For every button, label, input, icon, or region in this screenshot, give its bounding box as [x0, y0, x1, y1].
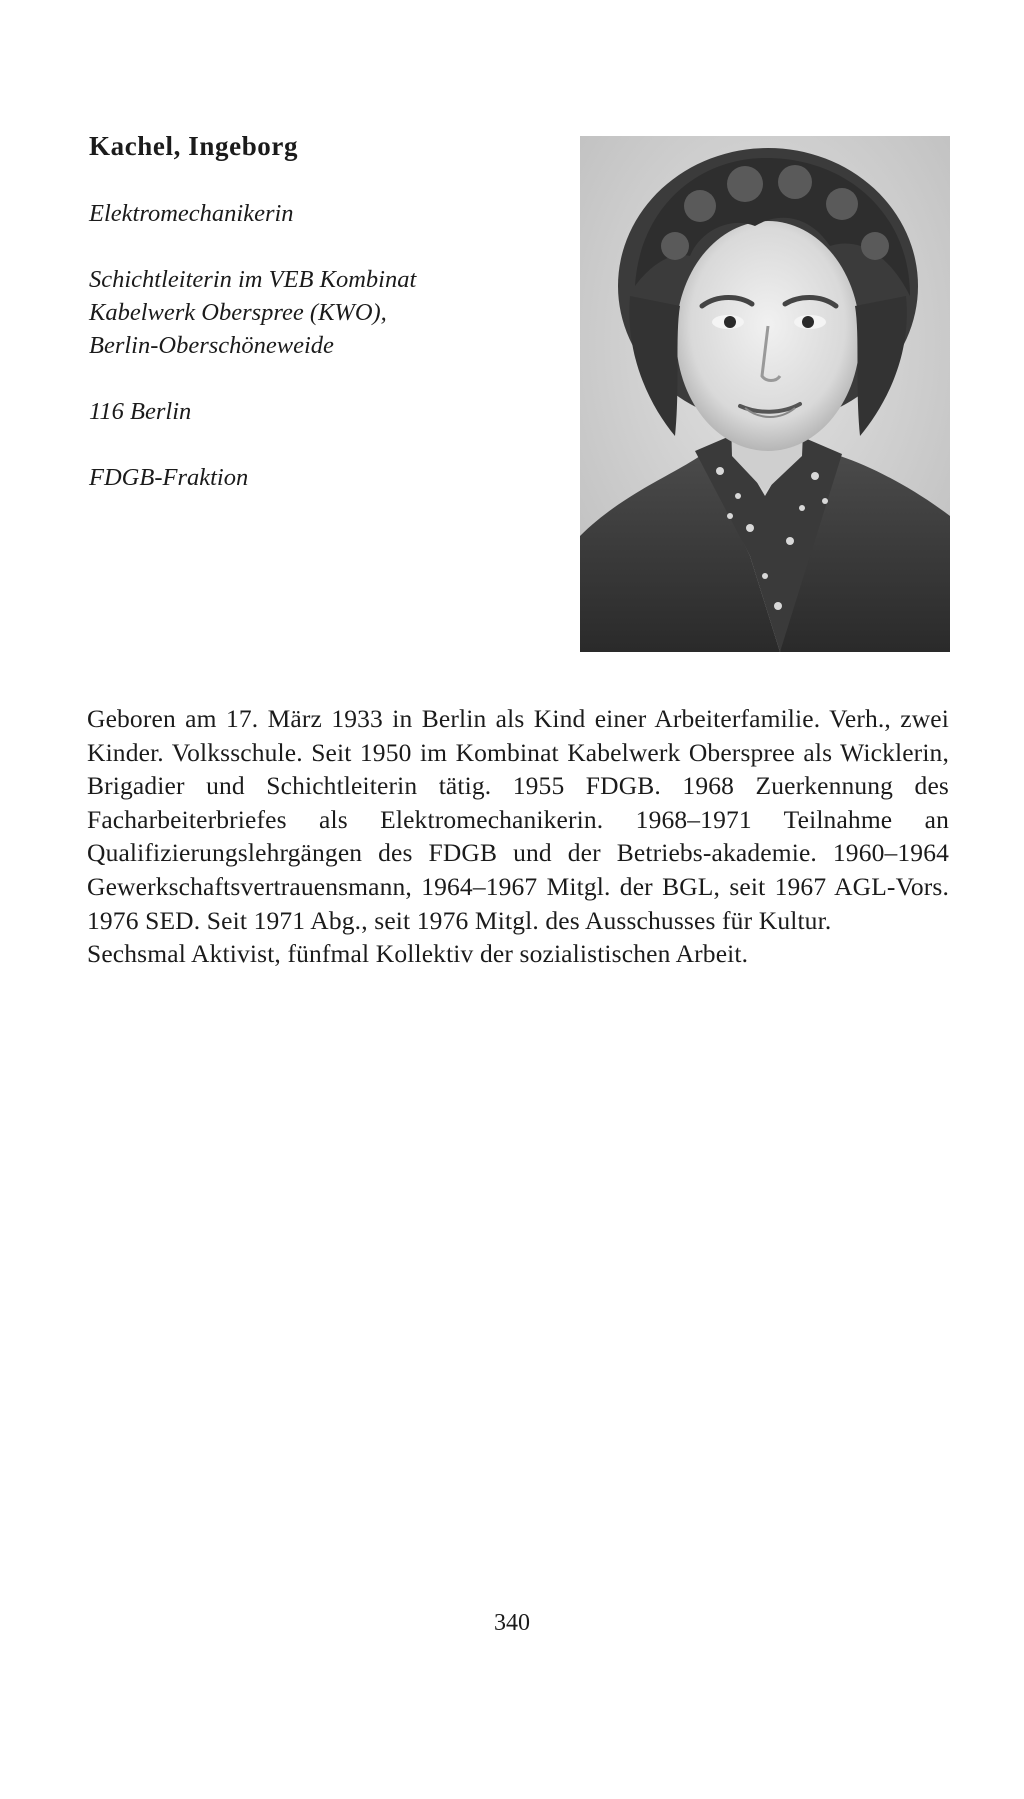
biography-paragraph: Geboren am 17. März 1933 in Berlin als Kind einer Arbeiterfamilie. Verh., zwei Kinder. Volksschule. Seit 1950 im Kombinat Kabelwerk Oberspree als Wicklerin, Brigadier und Schichtleiterin tätig. 1955 FDGB. 1968 Zuerkennung des Facharbeiterbriefes als Elektromechanikerin. 1968–1971 Teilnahme an Qualifizierungslehrgängen des FDGB und der Betriebs-akademie. 1960–1964 Gewerkschaftsvertrauensmann, 1964–1967 Mitgl. der BGL, seit 1967 AGL-Vors. 1976 SED. Seit 1971 Abg., seit 1976 Mitgl. des Ausschusses für Kultur. — [87, 704, 949, 935]
person-details — [89, 197, 569, 494]
biography — [87, 702, 949, 971]
position-line-2: Kabelwerk Oberspree (KWO), — [89, 299, 387, 326]
constituency: 116 Berlin — [89, 398, 192, 425]
faction: FDGB-Fraktion — [89, 464, 249, 491]
position-line-1: Schichtleiterin im VEB Kombinat — [89, 266, 417, 293]
position-line-3: Berlin-Oberschöneweide — [89, 332, 334, 359]
page-number: 340 — [494, 1610, 530, 1636]
person-name: Kachel, Ingeborg — [89, 131, 299, 161]
profession: Elektromechanikerin — [89, 200, 294, 227]
awards-paragraph: Sechsmal Aktivist, fünfmal Kollektiv der sozialistischen Arbeit. — [87, 939, 749, 969]
portrait-photo — [580, 136, 950, 652]
